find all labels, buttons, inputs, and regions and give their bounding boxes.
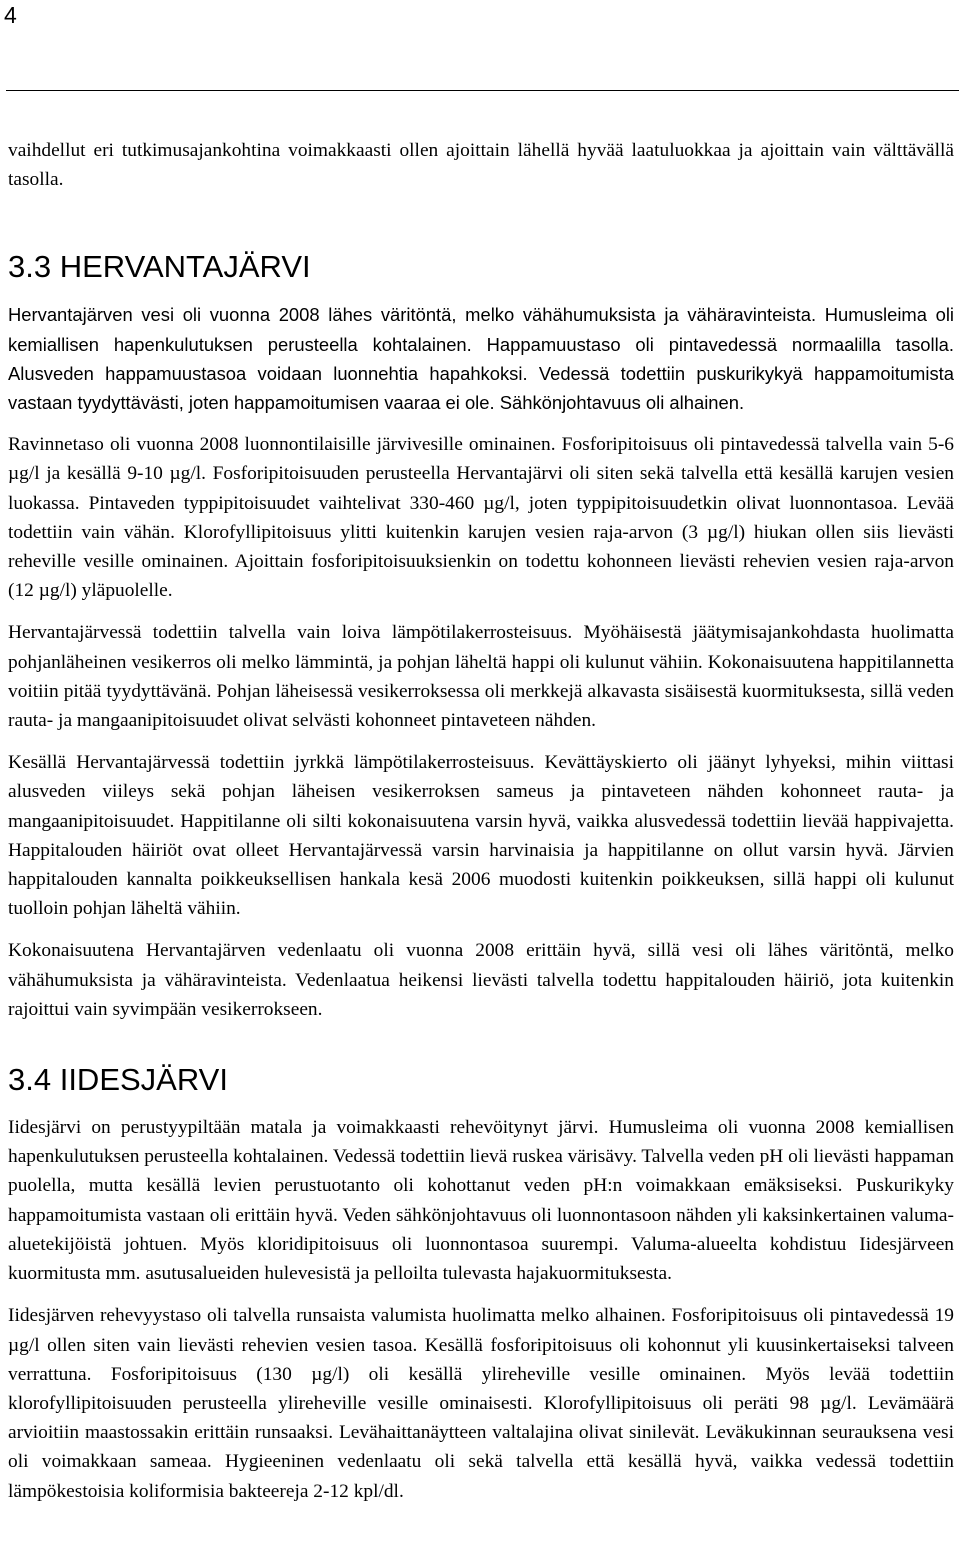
iidesjarvi-paragraph-1: Iidesjärvi on perustyypiltään matala ja voimakkaasti rehevöitynyt järvi. Humusleima oli vuonna 2008 kemiallisen hapenkulutuksen perusteella kohtalainen. Vedessä todettiin lievä ruskea värisävy. Talvella veden pH oli lievästi happaman puolella, mutta kesällä levien perustuotanto oli kohottanut veden pH:n voimakkaan emäksiseksi. Puskurikyky happamoitumista vastaan oli erittäin hyvä. Veden sähkönjohtavuus oli luonnontasoon nähden yli kaksinkertainen valuma-aluetekijöistä johtuen. Myös kloridipitoisuus oli luonnontasoa suurempi. Valuma-alueelta kohdistuu Iidesjärveen kuormitusta mm. asutusalueiden hulevesistä ja pelloilta tulevasta hajakuormituksesta.	[8, 1117, 954, 1285]
intro-paragraph: vaihdellut eri tutkimusajankohtina voimakkaasti ollen ajoittain lähellä hyvää laatuluokkaa ja ajoittain vain välttävällä tasolla.	[8, 140, 954, 191]
section-heading-iidesjarvi: 3.4 IIDESJÄRVI	[8, 1062, 228, 1098]
document-body	[8, 136, 954, 1519]
section-heading-hervantajarvi: 3.3 HERVANTAJÄRVI	[8, 249, 311, 285]
hervantajarvi-paragraph-4: Kesällä Hervantajärvessä todettiin jyrkkä lämpötilakerrosteisuus. Kevättäyskierto oli jäänyt lyhyeksi, mihin viittasi alusveden viileys sekä pohjan läheisen vesikerroksen sameus ja pintaveteen nähden kohonneet rauta- ja mangaanipitoisuudet. Happitilanne oli silti kokonaisuutena varsin hyvä, vaikka alusvedessä todettiin lievää happivajetta. Happitalouden häiriöt ovat olleet Hervantajärvessä varsin harvinaisia ja happitilanne on ollut varsin hyvä. Järvien happitalouden kannalta poikkeuksellisen hankala kesä 2006 muodosti kuitenkin poikkeuksen, sillä happi oli kulunut tuolloin pohjan läheltä vähiin.	[8, 752, 954, 920]
hervantajarvi-paragraph-1: Hervantajärven vesi oli vuonna 2008 lähes väritöntä, melko vähähumuksista ja vähäravinteista. Humusleima oli kemiallisen hapenkulutuksen perusteella kohtalainen. Happamuustaso oli pintavedessä normaalilla tasolla. Alusveden happamuustasoa voidaan luonnehtia hapahkoksi. Vedessä todettiin puskurikykyä happamoitumista vastaan tyydyttävästi, joten happamoitumisen vaaraa ei ole. Sähkönjohtavuus oli alhainen.	[8, 304, 954, 414]
header-divider	[6, 90, 959, 91]
iidesjarvi-paragraph-2: Iidesjärven rehevyystaso oli talvella runsaista valumista huolimatta melko alhainen. Fosforipitoisuus oli pintavedessä 19 µg/l ollen siten vain lievästi rehevien vesien tasoa. Kesällä fosforipitoisuus oli kohonnut yli kuusinkertaiseksi talveen verrattuna. Fosforipitoisuus (130 µg/l) oli kesällä ylireheville vesille ominainen. Myös levää todettiin klorofyllipitoisuuden perusteella ylireheville vesille ominaisesti. Klorofyllipitoisuus oli peräti 98 µg/l. Levämäärä arvioitiin maastossakin erittäin runsaaksi. Levähaittanäytteen valtalajina olivat sinilevät. Leväkukinnan seurauksena vesi oli voimakkaan sameaa. Hygieeninen vedenlaatu oli sekä talvella että kesällä hyvä, vaikka vedessä todettiin lämpökestoisia koliformisia bakteereja 2-12 kpl/dl.	[8, 1305, 954, 1502]
hervantajarvi-paragraph-3: Hervantajärvessä todettiin talvella vain loiva lämpötilakerrosteisuus. Myöhäisestä jäätymisajankohdasta huolimatta pohjanläheinen vesikerros oli melko lämmintä, ja pohjan läheltä happi oli kulunut vähiin. Kokonaisuutena happitilannetta voitiin pitää tyydyttävänä. Pohjan läheisessä vesikerroksessa oli merkkejä alkavasta sisäisestä kuormituksesta, sillä veden rauta- ja mangaanipitoisuudet olivat selvästi kohonneet pintaveteen nähden.	[8, 622, 954, 732]
hervantajarvi-paragraph-2: Ravinnetaso oli vuonna 2008 luonnontilaisille järvivesille ominainen. Fosforipitoisuus oli pintavedessä talvella vain 5-6 µg/l ja kesällä 9-10 µg/l. Fosforipitoisuuden perusteella Hervantajärvi oli siten sekä talvella että kesällä karujen vesien luokassa. Pintaveden typpipitoisuudet vaihtelivat 330-460 µg/l, joten typpipitoisuudetkin olivat luonnontasoa. Levää todettiin vain vähän. Klorofyllipitoisuus ylitti kuitenkin karujen vesien raja-arvon (3 µg/l) hiukan ollen siis lievästi reheville vesille ominainen. Ajoittain fosforipitoisuuksienkin on todettu kohonneen lievästi rehevien vesien raja-arvon (12 µg/l) yläpuolelle.	[8, 434, 954, 602]
hervantajarvi-paragraph-5: Kokonaisuutena Hervantajärven vedenlaatu oli vuonna 2008 erittäin hyvä, sillä vesi oli lähes väritöntä, melko vähähumuksista ja vähäravinteista. Vedenlaatua heikensi lievästi talvella todettu happitalouden häiriö, jota kuitenkin rajoittui vain syvimpään vesikerrokseen.	[8, 940, 954, 1020]
page-number: 4	[4, 2, 17, 28]
